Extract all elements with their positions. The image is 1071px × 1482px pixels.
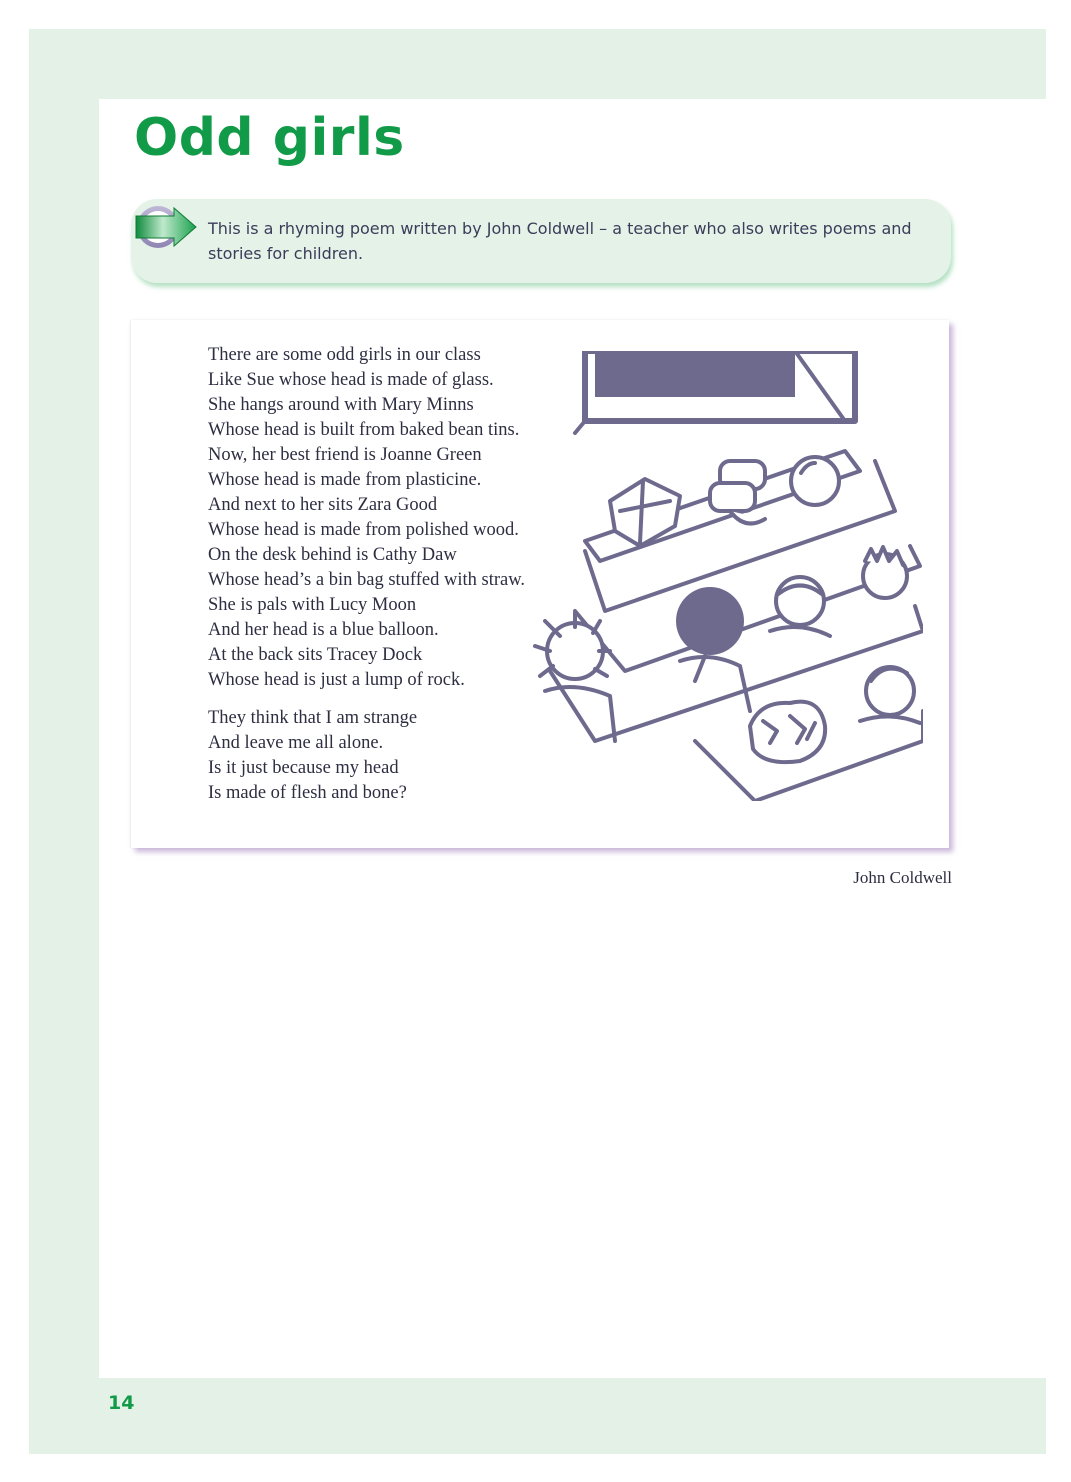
poem-line: Whose head’s a bin bag stuffed with straw. [208,570,525,590]
poem-line: And next to her sits Zara Good [208,495,438,515]
poem-line: They think that I am strange [208,708,418,728]
poem-stanza [208,343,525,693]
poem-line: Whose head is built from baked bean tins. [208,420,520,440]
poem-line: Whose head is just a lump of rock. [208,670,465,690]
poem-line: There are some odd girls in our class [208,345,481,365]
poem-line: On the desk behind is Cathy Daw [208,545,457,565]
poem-line: And her head is a blue balloon. [208,620,439,640]
poem-line: She is pals with Lucy Moon [208,595,417,615]
poem-stanza [208,706,525,806]
poem-line: Is made of flesh and bone? [208,783,407,803]
poem-line: Now, her best friend is Joanne Green [208,445,482,465]
poem-line: Is it just because my head [208,758,399,778]
poem-line: She hangs around with Mary Minns [208,395,474,415]
poem-line: Like Sue whose head is made of glass. [208,370,494,390]
poem-author: John Coldwell [853,868,952,887]
poem-line: And leave me all alone. [208,733,384,753]
page-title: Odd girls [134,108,405,168]
poem-line: Whose head is made from polished wood. [208,520,519,540]
poem-line: At the back sits Tracey Dock [208,645,423,665]
classroom-illustration [515,351,923,801]
intro-text: This is a rhyming poem written by John Coldwell – a teacher who also writes poems and stories for children. [208,219,912,263]
arrow-right-icon [134,205,198,249]
poem-line: Whose head is made from plasticine. [208,470,482,490]
poem [208,343,525,806]
page-number: 14 [108,1392,135,1414]
